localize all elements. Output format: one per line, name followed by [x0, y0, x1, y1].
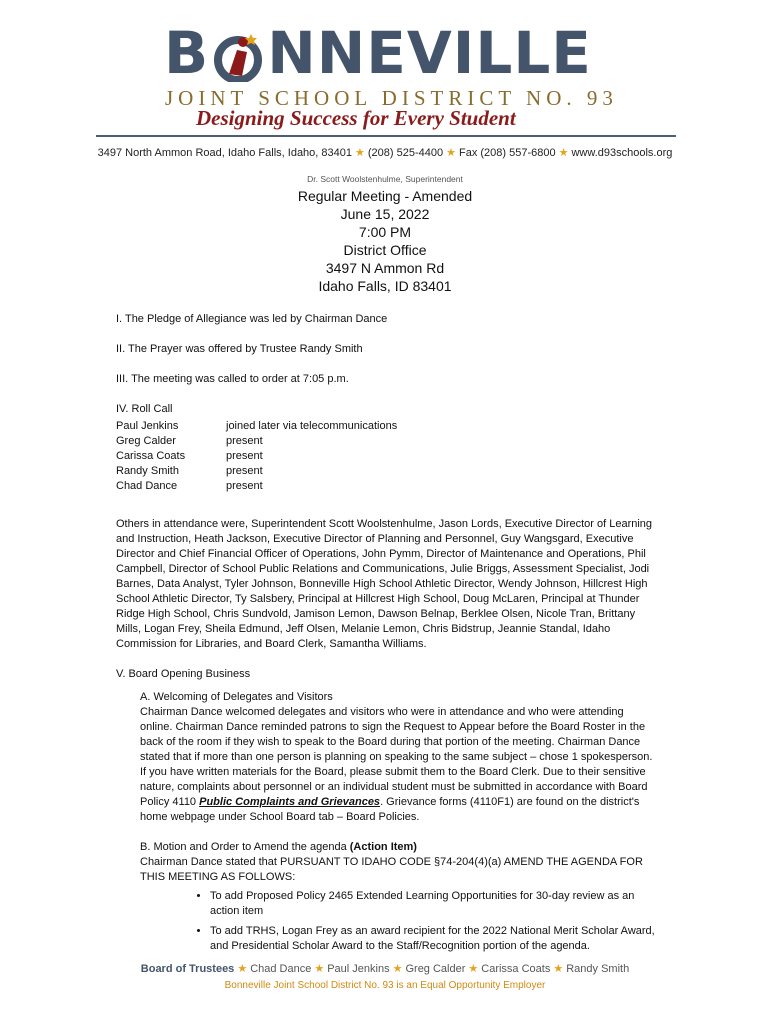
meeting-street: 3497 N Ammon Rd [325, 260, 445, 276]
section-a-text-part1: Chairman Dance welcomed delegates and visitors who were in attendance and who were attending online. Chairman Dance reminded patrons to sign the Request to Appear before the Board Roster in the back of the room if they wish to speak to the Board during that portion of the meeting. Chairman Dance stated that if more than one person is planning on speaking to the same subject – chose 1 spokesperson. If you have written materials for the Board, please submit them to the Board Clerk. Due to their sensitive nature, complaints about personnel or an individual student must be submitted in accordance with Board Policy 4110 [140, 706, 653, 808]
roll-name: Paul Jenkins [116, 420, 179, 432]
item-pledge: I. The Pledge of Allegiance was led by Chairman Dance [116, 313, 388, 325]
meeting-date: June 15, 2022 [340, 206, 430, 222]
roll-status: present [226, 465, 263, 477]
header-rule [96, 135, 676, 137]
action-item-label: (Action Item) [349, 841, 417, 853]
board-label: Board of Trustees [140, 963, 235, 975]
section-a [140, 690, 656, 825]
address: 3497 North Ammon Road, Idaho Falls, Idaho, 83401 [97, 147, 352, 159]
superintendent: Dr. Scott Woolstenhulme, Superintendent [307, 174, 463, 184]
section-a-text [140, 705, 656, 825]
star-icon: ★ [314, 963, 325, 975]
roll-status: present [226, 450, 263, 462]
contact-line [0, 146, 770, 159]
trustee-name: Randy Smith [566, 963, 630, 975]
roll-status: joined later via telecommunications [226, 420, 398, 432]
meeting-title: Regular Meeting - Amended [297, 188, 473, 204]
website-link[interactable]: www.d93schools.org [571, 147, 673, 159]
district-logo [0, 10, 770, 130]
footer-eoe: Bonneville Joint School District No. 93 is an Equal Opportunity Employer [224, 980, 546, 991]
fax: Fax (208) 557-6800 [458, 147, 556, 159]
roll-status: present [226, 435, 263, 447]
logo-tagline: Designing Success for Every Student [196, 106, 516, 130]
roll-name: Chad Dance [116, 480, 178, 492]
trustee-name: Chad Dance [250, 963, 312, 975]
footer-trustees [0, 962, 770, 975]
section-a-text-part2: . Grievance forms (4110F1) are found on the district's home webpage under School Board tab – Board Policies. [140, 796, 640, 823]
star-icon: ★ [355, 147, 365, 159]
phone: (208) 525-4400 [367, 147, 444, 159]
trustee-name: Carissa Coats [481, 963, 551, 975]
roll-call-list [116, 419, 656, 494]
meeting-time: 7:00 PM [358, 224, 412, 240]
logo-wordmark [164, 19, 592, 87]
star-icon: ★ [558, 147, 569, 159]
others-in-attendance: Others in attendance were, Superintendent Scott Woolstenhulme, Jason Lords, Executive Director of Learning and Instruction, Heath Jackson, Executive Director of Planning and Personnel, Guy Wangsgard, Executive Director and Chief Financial Officer of Operations, John Pymm, Director of Maintenance and Operations, Phil Campbell, Director of School Public Relations and Communications, Julie Briggs, Assessment Specialist, Jodi Barnes, Data Analyst, Tyler Johnson, Bonneville High School Athletic Director, Wendy Johnson, Hillcrest High School Athletic Director, Ty Salsbery, Principal at Hillcrest High School, Doug McLaren, Principal at Thunder Ridge High School, Chris Sundvold, Jamison Lemon, Dawson Belnap, Berklee Olsen, Nicole Tran, Brittany Mills, Logan Frey, Sheila Edmund, Jeff Olsen, Melanie Lemon, Chris Bidstrup, Jeannie Standal, Idaho Commission for Libraries, and Board Clerk, Samantha Williams. [116, 518, 653, 650]
section-b-title [140, 840, 656, 855]
item-prayer: II. The Prayer was offered by Trustee Randy Smith [116, 343, 363, 355]
meeting-place: District Office [343, 242, 427, 258]
logo-letter-b: B [164, 19, 210, 87]
star-icon: ★ [237, 963, 248, 975]
minutes-body [116, 312, 656, 959]
roll-name: Carissa Coats [116, 450, 186, 462]
trustee-name: Paul Jenkins [327, 963, 390, 975]
figure-icon [209, 32, 267, 82]
list-item: • To add TRHS, Logan Frey as an award recipient for the 2022 National Merit Scholar Award, and Presidential Scholar Award to the Staff/Recognition portion of the agenda. [210, 924, 656, 954]
trustee-name: Greg Calder [405, 963, 466, 975]
section-b [140, 840, 656, 954]
item-order: III. The meeting was called to order at 7:05 p.m. [116, 373, 349, 385]
roll-name: Greg Calder [116, 435, 176, 447]
roll-name: Randy Smith [116, 465, 179, 477]
section-b-text: Chairman Dance stated that PURSUANT TO IDAHO CODE §74-204(4)(a) AMEND THE AGENDA FOR THIS MEETING AS FOLLOWS: [140, 856, 643, 883]
star-icon: ★ [468, 963, 479, 975]
list-item: • To add Proposed Policy 2465 Extended Learning Opportunities for 30-day review as an action item [210, 889, 656, 919]
amendment-list [140, 889, 656, 954]
roll-heading: IV. Roll Call [116, 403, 173, 415]
logo-letters-rest: NNEVILLE [267, 19, 592, 87]
roll-status: present [226, 480, 263, 492]
section-a-title: A. Welcoming of Delegates and Visitors [140, 691, 333, 703]
star-icon: ★ [392, 963, 403, 975]
star-icon: ★ [446, 147, 456, 159]
opening-heading: V. Board Opening Business [116, 668, 251, 680]
star-icon: ★ [553, 963, 564, 975]
section-b-title-text: B. Motion and Order to Amend the agenda [140, 841, 350, 853]
meeting-city: Idaho Falls, ID 83401 [318, 278, 452, 294]
policy-link[interactable]: Public Complaints and Grievances [199, 796, 381, 808]
meeting-info [0, 187, 770, 295]
logo-subtitle: JOINT SCHOOL DISTRICT NO. 93 [165, 86, 618, 110]
